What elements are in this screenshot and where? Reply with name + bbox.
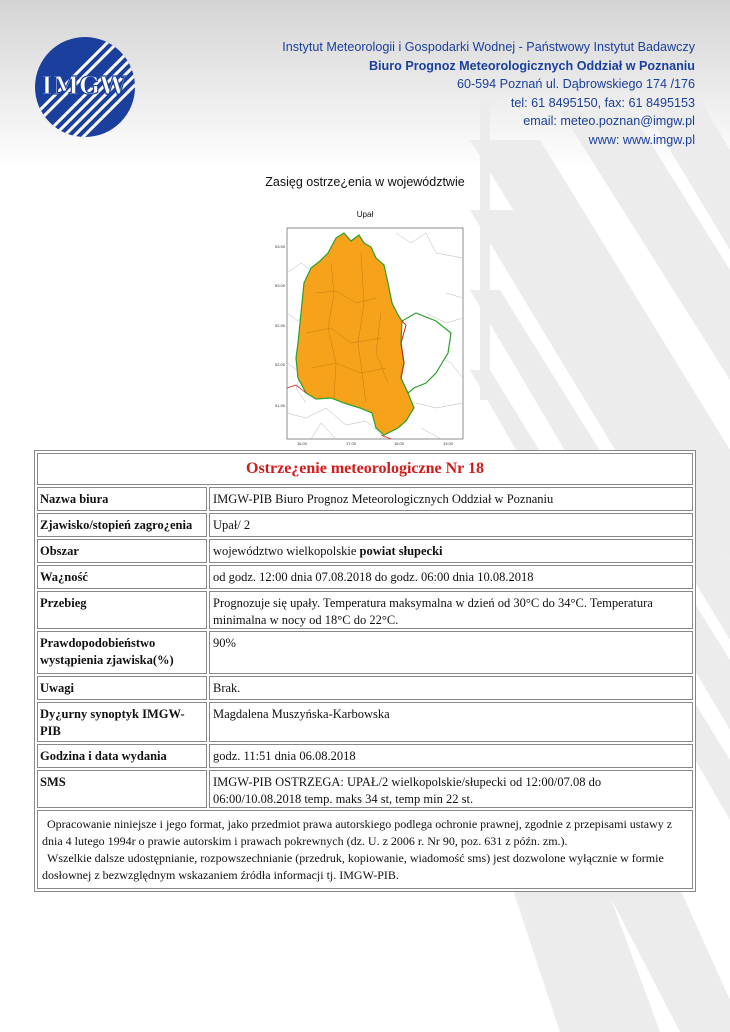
y-tick: 51.50 (274, 403, 285, 408)
website[interactable]: www: www.imgw.pl (588, 132, 695, 147)
warning-map (276, 203, 466, 449)
table-row (37, 702, 693, 742)
row-value: Prognozuje się upały. Temperatura maksymalna w dzień od 30°C do 34°C. Temperatura minimalna w nocy od 18°C do 22°C. (209, 591, 693, 629)
map-title: Upał (356, 210, 374, 219)
map-heading: Zasięg ostrze¿enia w województwie (265, 175, 465, 189)
row-label: Uwagi (37, 676, 207, 700)
logo-text: IMGW (41, 71, 127, 100)
copyright-paragraph: Opracowanie niniejsze i jego format, jako przedmiot prawa autorskiego podlega ochronie prawnej, zgodnie z przepisami ustawy z dnia 4 lutego 1994r o prawie autorskim i prawach pokrewnych (dz. U. z 2006 r. Nr 90, poz. 631 z późn. zm.). (42, 817, 673, 848)
area-district: powiat słupecki (359, 544, 443, 558)
warning-table (34, 450, 696, 892)
copyright-notice (37, 810, 693, 889)
address: 60-594 Poznań ul. Dąbrowskiego 174 /176 (456, 77, 695, 92)
row-value: IMGW-PIB Biuro Prognoz Meteorologicznych Oddział w Poznaniu (209, 487, 693, 511)
row-label: Obszar (37, 539, 207, 563)
y-tick: 53.00 (274, 283, 285, 288)
row-label: Nazwa biura (37, 487, 207, 511)
row-value: godz. 11:51 dnia 06.08.2018 (209, 744, 693, 768)
row-label: Przebieg (37, 591, 207, 629)
row-label: Prawdopodobieństwo wystąpienia zjawiska(%) (37, 631, 207, 674)
institute-name: Instytut Meteorologii i Gospodarki Wodnej - Państwowy Instytut Badawczy (282, 40, 695, 54)
table-row (37, 676, 693, 700)
row-value: Magdalena Muszyńska-Karbowska (209, 702, 693, 742)
row-value: IMGW-PIB OSTRZEGA: UPAŁ/2 wielkopolskie/słupecki od 12:00/07.08 do 06:00/10.08.2018 temp. maks 34 st, temp min 22 st. (209, 770, 693, 808)
table-row (37, 591, 693, 629)
y-tick: 52.50 (274, 323, 285, 328)
row-label: Wa¿ność (37, 565, 207, 589)
row-value: Brak. (209, 676, 693, 700)
y-tick: 53.50 (274, 244, 285, 249)
table-row (37, 770, 693, 808)
row-label: Dy¿urny synoptyk IMGW-PIB (37, 702, 207, 742)
row-label: Godzina i data wydania (37, 744, 207, 768)
office-name: Biuro Prognoz Meteorologicznych Oddział w Poznaniu (368, 58, 695, 73)
letterhead (0, 0, 730, 160)
x-tick: 18.00 (393, 441, 405, 446)
table-row (37, 744, 693, 768)
row-label: Zjawisko/stopień zagro¿enia (37, 513, 207, 537)
warning-title: Ostrze¿enie meteorologiczne Nr 18 (37, 453, 693, 485)
institute-info (282, 38, 695, 150)
phone: tel: 61 8495150, fax: 61 8495153 (510, 95, 695, 110)
table-row (37, 565, 693, 589)
row-value (209, 539, 693, 563)
table-row (37, 539, 693, 563)
table-row (37, 513, 693, 537)
row-label: SMS (37, 770, 207, 808)
table-row (37, 631, 693, 674)
y-tick: 52.00 (274, 362, 285, 367)
table-row (37, 487, 693, 511)
x-tick: 16.00 (296, 441, 308, 446)
row-value: od godz. 12:00 dnia 07.08.2018 do godz. 06:00 dnia 10.08.2018 (209, 565, 693, 589)
imgw-logo-icon (34, 36, 136, 138)
redistribution-paragraph: Wszelkie dalsze udostępnianie, rozpowszechnianie (przedruk, kopiowanie, wiadomość sms) jest dozwolone wyłącznie w formie dosłownej z bezwzględnym wskazaniem źródła informacji tj. IMGW-PIB. (42, 851, 664, 882)
row-value: Upał/ 2 (209, 513, 693, 537)
row-value: 90% (209, 631, 693, 674)
area-text: województwo wielkopolskie (213, 544, 357, 558)
x-tick: 17.00 (345, 441, 357, 446)
x-tick: 19.00 (442, 441, 454, 446)
email[interactable]: email: meteo.poznan@imgw.pl (523, 114, 695, 129)
